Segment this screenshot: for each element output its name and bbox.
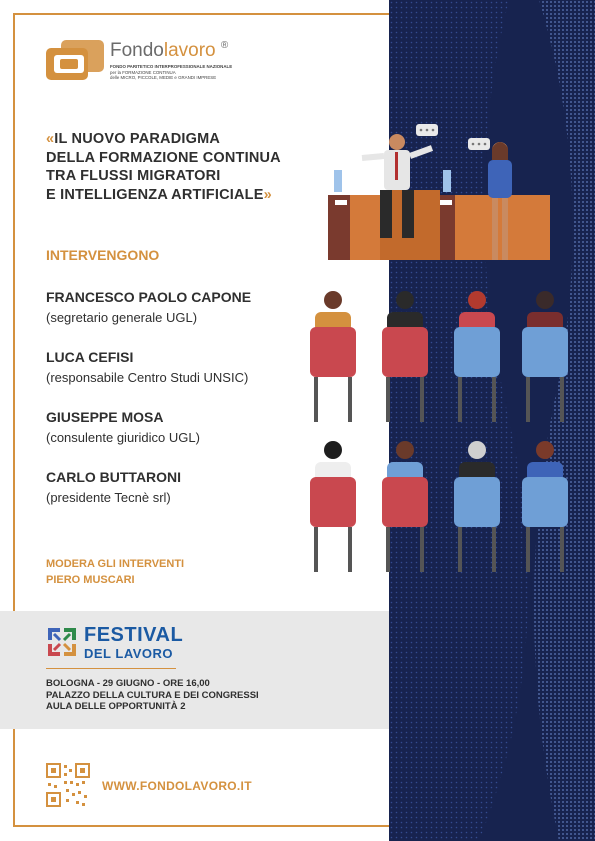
speech-bubble-icon <box>416 124 438 136</box>
open-quote: « <box>46 131 55 147</box>
speaker-role: (presidente Tecnè srl) <box>46 490 171 505</box>
audience-member <box>382 291 428 422</box>
speaker-name: GIUSEPPE MOSA <box>46 409 164 425</box>
festival-subtitle: DEL LAVORO <box>84 646 174 661</box>
speaker-role: (consulente giuridico UGL) <box>46 430 200 445</box>
audience-member <box>310 441 356 572</box>
event-details <box>46 678 259 713</box>
website-link[interactable]: WWW.FONDOLAVORO.IT <box>102 779 252 793</box>
moderator-label: MODERA GLI INTERVENTI <box>46 558 185 570</box>
speaker-name: FRANCESCO PAOLO CAPONE <box>46 289 252 305</box>
audience-row-1 <box>310 291 568 422</box>
panel-desk <box>328 190 550 260</box>
brand-name-part2: lavoro <box>163 40 216 61</box>
brand-name <box>110 40 228 62</box>
festival-title: FESTIVAL <box>84 624 184 646</box>
speaker-name: LUCA CEFISI <box>46 349 134 365</box>
speaker-item <box>46 288 326 327</box>
brand-name-part1: Fondo <box>110 40 164 61</box>
speaker-item <box>46 348 326 387</box>
conference-illustration <box>300 120 595 590</box>
speaker-role: (responsabile Centro Studi UNSIC) <box>46 370 249 385</box>
speakers-title: INTERVENGONO <box>46 247 160 263</box>
audience-member <box>454 441 500 572</box>
speaker-item <box>46 408 326 447</box>
headline-line2: DELLA FORMAZIONE CONTINUA <box>46 149 281 166</box>
water-bottle-icon <box>334 170 342 192</box>
headline-line1: IL NUOVO PARADIGMA <box>54 131 221 147</box>
festival-divider <box>46 668 176 669</box>
moderator-block <box>46 556 184 588</box>
headline-line3: TRA FLUSSI MIGRATORI <box>46 168 221 184</box>
brand-subtitle-line3: delle MICRO, PICCOLE, MEDIE e GRANDI IMPRESE <box>110 75 217 80</box>
event-venue: PALAZZO DELLA CULTURA E DEI CONGRESSI <box>46 689 259 701</box>
event-date-time: BOLOGNA - 29 GIUGNO - ORE 16,00 <box>46 678 210 689</box>
frame-bottom-line <box>13 825 389 827</box>
audience-member <box>382 441 428 572</box>
brand-subtitle <box>110 64 250 81</box>
audience-member <box>310 291 356 422</box>
audience-member <box>522 441 568 572</box>
brand-subtitle-line1: FONDO PARITETICO INTERPROFESSIONALE NAZIONALE <box>110 64 233 69</box>
audience-row-2 <box>310 441 568 572</box>
qr-code-icon[interactable] <box>46 763 90 807</box>
close-quote: » <box>263 186 272 203</box>
brand-subtitle-line2: per la FORMAZIONE CONTINUA <box>110 69 176 75</box>
fondolavoro-logo-icon <box>46 40 104 82</box>
speaker-item <box>46 468 326 507</box>
audience-member <box>454 291 500 422</box>
event-room: AULA DELLE OPPORTUNITÀ 2 <box>46 701 186 712</box>
speech-bubble-icon <box>468 138 490 150</box>
speaker-name: CARLO BUTTARONI <box>46 469 182 485</box>
registered-mark: ® <box>220 40 229 51</box>
festival-logo-icon <box>46 626 78 658</box>
frame-top-line <box>13 13 389 15</box>
headline-line4: E INTELLIGENZA ARTIFICIALE <box>46 186 264 203</box>
speaker-role: (segretario generale UGL) <box>46 310 198 325</box>
moderator-name: PIERO MUSCARI <box>46 574 135 586</box>
audience-member <box>522 291 568 422</box>
water-bottle-icon <box>443 170 451 192</box>
